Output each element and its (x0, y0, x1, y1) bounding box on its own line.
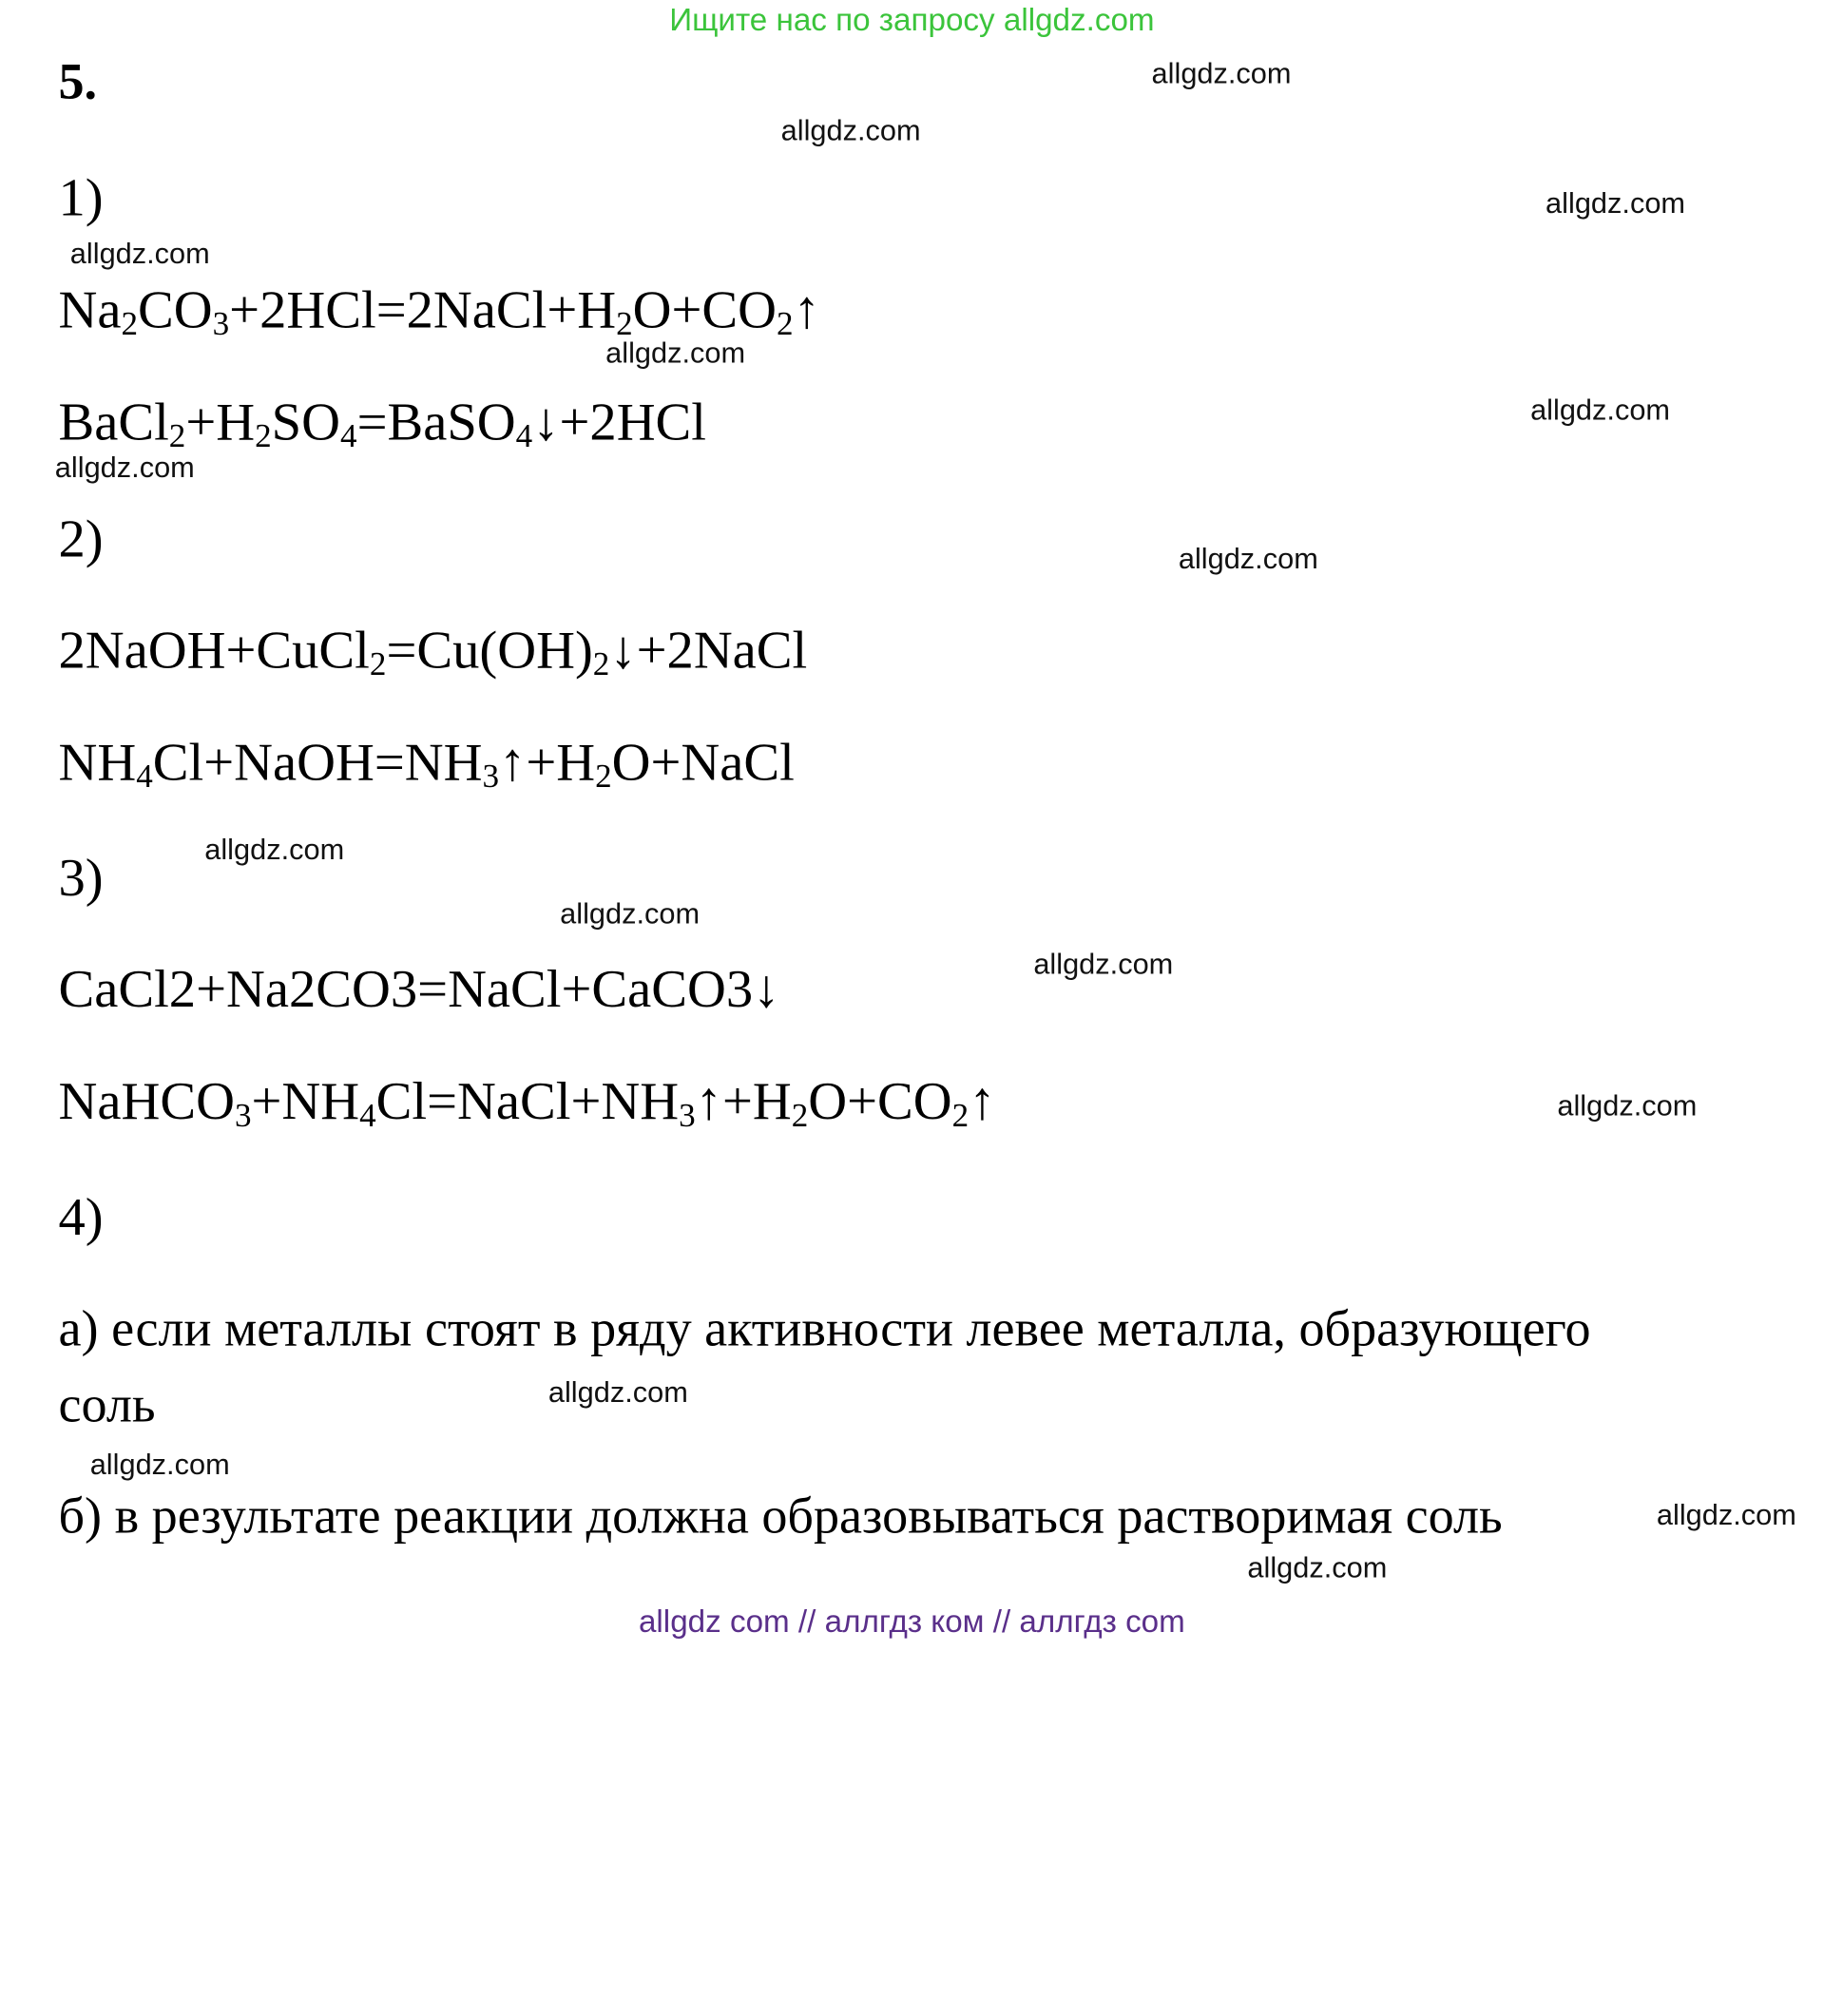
watermark: allgdz.com (1151, 57, 1292, 90)
watermark: allgdz.com (605, 336, 746, 370)
watermark: allgdz.com (1247, 1551, 1388, 1584)
watermark: allgdz.com (1033, 948, 1174, 981)
part-4-label: 4) (58, 1186, 104, 1247)
equation-5: CaCl2+Na2CO3=NaCl+CaCO3↓ (58, 958, 780, 1019)
equation-4: $NH_4Cl+NaOH=NH_3↑+H_2O+NaCl$ (58, 731, 795, 796)
part-1-label: 1) (58, 166, 104, 227)
equation-1: $Na_2CO_3+2HCl=2NaCl+H_2O+CO_2↑$ (58, 278, 820, 343)
equation-6: $NaHCO_3+NH_4Cl=NaCl+NH_3↑+H_2O+CO_2↑$ (58, 1070, 996, 1135)
watermark: allgdz.com (54, 451, 195, 485)
watermark: allgdz.com (1546, 186, 1686, 221)
watermark: allgdz.com (780, 114, 921, 147)
footer-links[interactable]: allgdz com // аллгдз ком // аллгдз com (638, 1603, 1185, 1640)
watermark: allgdz.com (560, 897, 701, 931)
watermark: allgdz.com (1557, 1089, 1698, 1123)
top-banner[interactable]: Ищите нас по запросу allgdz.com (669, 2, 1155, 38)
equation-2: $BaCl_2+H_2SO_4=BaSO_4↓+2HCl$ (58, 392, 707, 455)
part-3-label: 3) (58, 847, 104, 908)
answer-b: б) в результате реакции должна образовываться растворимая соль (58, 1487, 1503, 1545)
answer-a-line-1: а) если металлы стоят в ряду активности левее металла, образующего (58, 1299, 1591, 1358)
equation-3: $2NaOH+CuCl_2=Cu(OH)_2↓+2NaCl$ (58, 619, 808, 683)
part-2-label: 2) (58, 509, 104, 568)
watermark: allgdz.com (1656, 1498, 1796, 1532)
answer-a-line-2: соль (58, 1375, 156, 1433)
watermark: allgdz.com (89, 1448, 230, 1482)
watermark: allgdz.com (204, 833, 345, 867)
watermark: allgdz.com (69, 237, 210, 271)
exercise-number: 5. (58, 52, 98, 110)
watermark: allgdz.com (547, 1375, 688, 1410)
watermark: allgdz.com (1178, 542, 1318, 576)
watermark: allgdz.com (1530, 394, 1671, 427)
